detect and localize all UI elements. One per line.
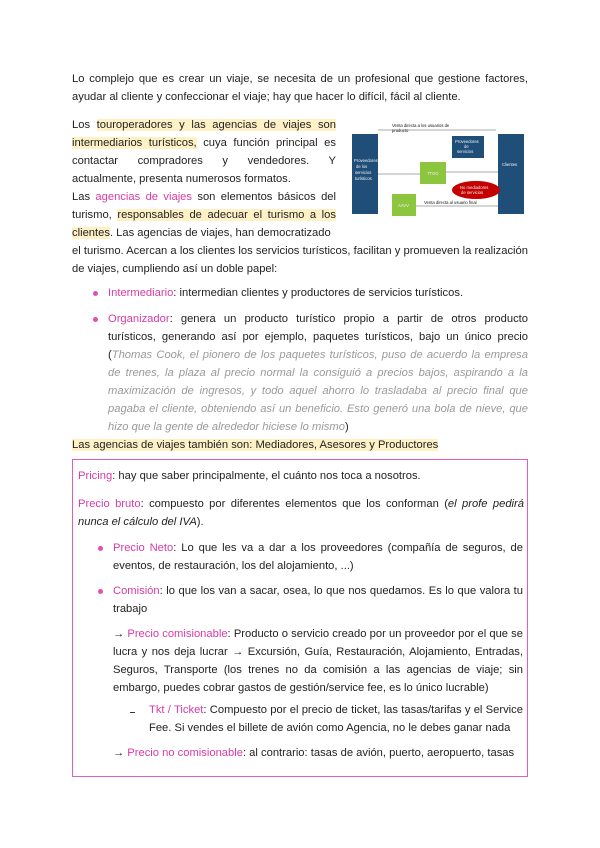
travel-distribution-diagram (344, 122, 530, 220)
no-comisionable-term: Precio no comisionable (127, 747, 243, 759)
bullet-dot (93, 291, 98, 296)
para1-pre: Los (72, 119, 97, 131)
bruto-aside: el profe pedirá nunca el cálculo del IVA (78, 498, 524, 528)
agencies-paragraph-cont: el turismo. Acercan a los clientes los servicios turísticos, facilitan y promueven la realización de viajes, cumpliendo así un doble papel: (72, 245, 528, 275)
no-comisionable-text: : al contrario: tasas de avión, puerto, aeropuerto, tasas (242, 747, 515, 759)
comisionable-text: : Producto o servicio creado por un proveedor por el que se lucra y nos deja lucrar → Excursión, Guía, Restauración, Alojamiento, Entradas, Seguros, Transporte (los trenes no da comisión a las agencias de viaje; sin embargo, puedes cobrar gastos de gestión/service fee, es lo único lucrable) (113, 628, 523, 694)
bullet-intermediario (108, 284, 528, 302)
pricing-term: Pricing (78, 470, 113, 482)
comision-text: : lo que los van a sacar, osea, lo que nos quedamos. Es lo que valora tu trabajo (113, 585, 523, 615)
organizador-close: ) (344, 421, 349, 433)
precio-neto-paragraph (113, 539, 523, 575)
top-note: Venta directa a los usuarios de (392, 123, 450, 128)
comision-paragraph (113, 582, 523, 618)
non-mediators-label-2: de servicios (461, 190, 484, 195)
non-mediators-label: No mediadores (460, 185, 489, 190)
top-note-2: producto (392, 128, 409, 133)
ticket-text: : Compuesto por el precio de ticket, las tasas/tarifas y el Service Fee. Si vendes el billete de avión como Agencia, no le debes ganar nada (149, 704, 523, 734)
comisionable-arrow: → (113, 628, 128, 640)
also-highlight: Las agencias de viajes también son: Mediadores, Asesores y Productores (72, 439, 439, 451)
ttoo-label: TTOO (427, 171, 439, 176)
providers-label-2: de los (356, 164, 368, 169)
para1-highlight: touroperadores y las agencias de viajes son intermediarios turísticos, (72, 119, 336, 149)
bruto-text: : compuesto por diferentes elementos que los conforman ( (140, 498, 448, 510)
organizador-term: Organizador (108, 313, 170, 325)
service-providers-label-3: servicios (457, 149, 474, 154)
bottom-note: Venta directa al usuario final (424, 200, 477, 205)
providers-label-3: servicios (355, 170, 372, 175)
para2-term: agencias de viajes (95, 191, 192, 203)
bruto-close: ). (196, 516, 204, 528)
bruto-term: Precio bruto (78, 498, 141, 510)
precio-comisionable-paragraph (113, 625, 523, 697)
intermediario-term: Intermediario (108, 287, 174, 299)
neto-term: Precio Neto (113, 542, 174, 554)
providers-label-4: turísticos (355, 176, 372, 181)
intro-paragraph: Lo complejo que es crear un viaje, se necesita de un profesional que gestione factores, ayudar al cliente y confeccionar el viaje; hay que hacer lo difícil, fácil al cliente. (72, 73, 528, 103)
para2-post: . Las agencias de viajes, han democratizado (109, 227, 331, 239)
clients-label: Clientes (502, 162, 518, 167)
intermediaries-paragraph (72, 116, 336, 188)
para1-post: cuya función principal es contactar compradores y vendedores. Y actualmente, presenta numerosos formatos. (72, 137, 336, 185)
pricing-line (78, 467, 524, 485)
bullet-dot (93, 317, 98, 322)
bullet-organizador (108, 310, 528, 436)
service-providers-label-2: de (464, 144, 469, 149)
para2-highlight: responsables de adecuar el turismo a los clientes (72, 209, 336, 239)
precio-no-comisionable-paragraph (113, 744, 523, 762)
no-comisionable-arrow: → (113, 747, 128, 759)
organizador-aside: Thomas Cook, el pionero de los paquetes turísticos, puso de acuerdo la empresa de trenes, la plaza al precio normal la consiguió a precios bajos, aspirando a la maximización de ingresos, y todo aquel ahorro lo trasladaba al precio final que pagaba el cliente, obteniendo así un beneficio. Esto generó una bola de nieve, que hizo que la gente de alrededor hiciese lo mismo (108, 349, 528, 433)
para2-mid: son elementos básicos del turismo, (72, 191, 337, 221)
dash-marker (130, 712, 135, 713)
ticket-term: Tkt / Ticket (149, 704, 204, 716)
service-providers-label: Proveedores (455, 139, 479, 144)
comisionable-term: Precio comisionable (127, 628, 228, 640)
agencies-also-line (72, 436, 438, 454)
precio-bruto-paragraph (78, 495, 524, 531)
providers-label: Proveedores (354, 158, 378, 163)
bullet-dot (98, 546, 103, 551)
neto-text: : Lo que les va a dar a los proveedores (compañía de seguros, de eventos, de restauración, los del alojamiento, ...) (113, 542, 523, 572)
ticket-paragraph (149, 701, 523, 737)
clients-box (498, 134, 524, 214)
comision-term: Comisión (113, 585, 160, 597)
pricing-text: : hay que saber principalmente, el cuánto nos toca a nosotros. (112, 470, 421, 482)
intermediario-text: : intermedian clientes y productores de servicios turísticos. (173, 287, 464, 299)
aavv-label: AAVV (398, 203, 409, 208)
organizador-text: : genera un producto turístico propio a partir de otros producto turísticos, generando así por ejemplo, paquetes turísticos, bajo un único precio ( (108, 313, 528, 361)
bullet-dot (98, 589, 103, 594)
agencies-paragraph (72, 188, 336, 242)
para2-pre: Las (72, 191, 96, 203)
